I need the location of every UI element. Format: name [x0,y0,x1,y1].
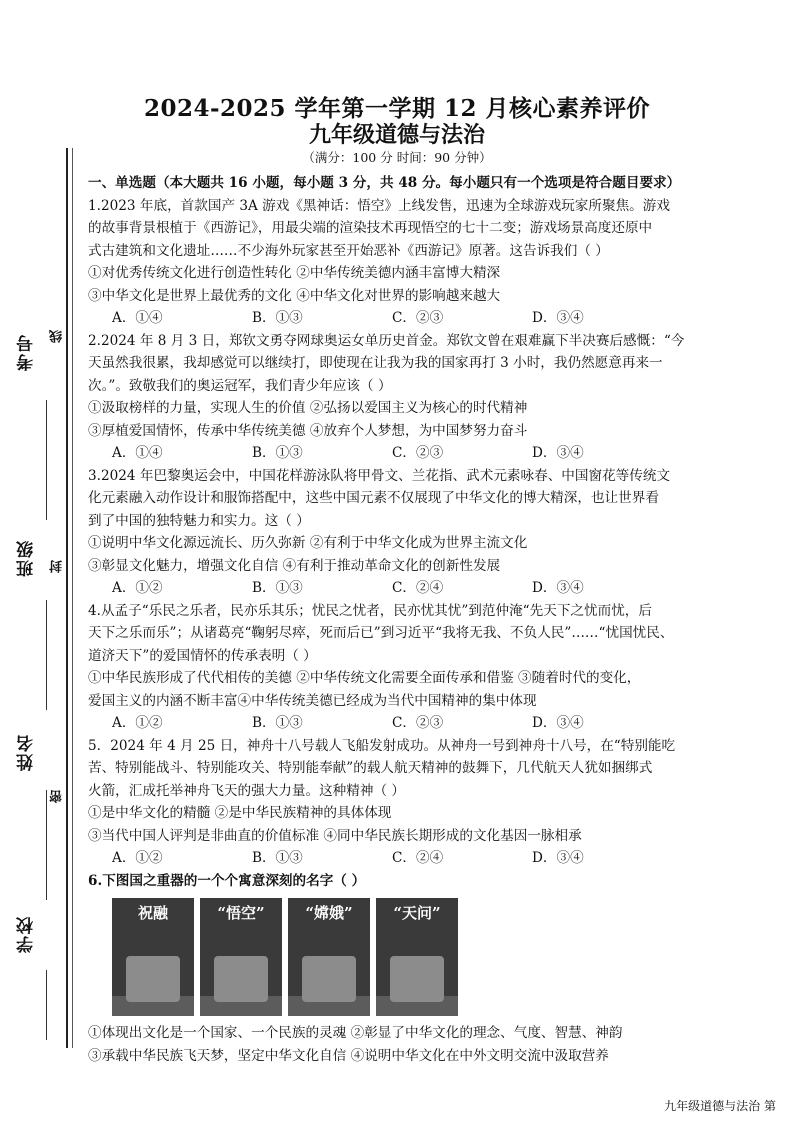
q4-option-c[interactable]: C．②③ [392,715,444,731]
probe-shape [390,956,444,1002]
q4-option-d[interactable]: D．③④ [532,715,584,731]
q1-options [88,307,728,330]
q1-statements-1: ①对优秀传统文化进行创造性转化 ②中华传统美德内涵丰富博大精深 [88,265,501,281]
q2-option-d[interactable]: D．③④ [532,445,584,461]
q2-statements-2: ③厚植爱国情怀，传承中华传统美德 ④放弃个人梦想，为中国梦努力奋斗 [88,422,528,439]
name-blank [46,790,47,900]
seal-text-line: 线 [50,330,65,343]
q4-option-a[interactable]: A．①② [112,715,163,731]
q4-statements-1: ①中华民族形成了代代相传的美德 ②中华传统文化需要全面传承和借鉴 ③随着时代的变化， [88,670,641,686]
q2-option-b[interactable]: B．①③ [252,445,303,461]
q4-line3: 道济天下”的爱国情怀的传承表明（ ） [88,647,317,664]
side-label-class: 班级 [17,539,37,577]
image-wukong [200,898,282,1016]
q2-statements-1: ①汲取榜样的力量，实现人生的价值 ②弘扬以爱国主义为核心的时代精神 [88,400,528,416]
binding-line-inner [72,148,73,1048]
image-wukong-label: “悟空” [217,904,265,922]
q3-line1: 3.2024 年巴黎奥运会中，中国花样游泳队将甲骨文、兰花指、武术元素咏春、中国窗花等传统文 [88,467,671,484]
q2-options [88,442,728,465]
binding-line [66,148,68,1048]
q3-statements-2: ③彰显文化魅力，增强文化自信 ④有利于推动革命文化的创新性发展 [88,557,501,574]
q4-line1: 4.从孟子“乐民之乐者，民亦乐其乐；忧民之忧者，民亦忧其忧”到范仲淹“先天下之忧而忧，后 [88,602,652,619]
question-area [88,172,728,1067]
q2-line1: 2.2024 年 8 月 3 日，郑钦文勇夺网球奥运女单历史首金。郑钦文曾在艰难赢下半决赛后感慨：“今 [88,332,685,349]
q6-statements-2: ③承载中华民族飞天梦，坚定中华文化自信 ④说明中华文化在中外文明交流中汲取营养 [88,1047,609,1064]
section-heading: 一、单选题（本大题共 16 小题，每小题 3 分，共 48 分。每小题只有一个选项是符合题目要求） [88,175,681,191]
q4-option-b[interactable]: B．①③ [252,715,303,731]
satellite-shape [214,956,268,1002]
q6-image-row [112,898,728,1016]
image-tianwen [376,898,458,1016]
seal-text-feng: 封 [50,560,65,573]
image-change-label: “嫦娥” [305,904,353,922]
q3-statements-1: ①说明中华文化源远流长、历久弥新 ②有利于中华文化成为世界主流文化 [88,535,528,551]
q1-option-c[interactable]: C．②③ [392,310,444,326]
image-change [288,898,370,1016]
q1-line2: 的故事背景根植于《西游记》，用最尖端的渲染技术再现悟空的七十二变；游戏场景高度还原中 [88,220,653,236]
q3-option-d[interactable]: D．③④ [532,580,584,596]
q5-line1: 5．2024 年 4 月 25 日，神舟十八号载人飞船发射成功。从神舟一号到神舟十八号，在“特别能吃 [88,737,676,754]
q5-option-b[interactable]: B．①③ [252,850,303,866]
q2-line3: 次。”。致敬我们的奥运冠军，我们青少年应该（ ） [88,377,392,394]
exam-subject: 九年级道德与法治 [308,122,485,148]
q2-option-a[interactable]: A．①④ [112,445,163,461]
seal-text-mi: 密 [50,790,65,803]
q1-line3: 式古建筑和文化遗址……不少海外玩家甚至开始恶补《西游记》原著。这告诉我们（ ） [88,242,609,259]
lander-shape [302,956,356,1002]
school-blank [46,970,47,1040]
class-blank [46,600,47,710]
q5-statements-1: ①是中华文化的精髓 ②是中华民族精神的具体体现 [88,805,392,821]
q1-statements-2: ③中华文化是世界上最优秀的文化 ④中华文化对世界的影响越来越大 [88,287,501,304]
q3-option-a[interactable]: A．①② [112,580,163,596]
page-footer: 九年级道德与法治 第 [664,1099,776,1113]
side-label-school: 学校 [17,915,37,953]
exam-no-blank [46,400,47,520]
q5-statements-2: ③当代中国人评判是非曲直的价值标准 ④同中华民族长期形成的文化基因一脉相承 [88,827,582,844]
q6-line1: 6.下图国之重器的一个个寓意深刻的名字（ ） [88,872,366,889]
q3-line2: 化元素融入动作设计和服饰搭配中，这些中国元素不仅展现了中华文化的博大精深，也让世界看 [88,490,659,506]
score-time: （满分：100 分 时间：90 分钟） [302,150,492,165]
q3-line3: 到了中国的独特魅力和实力。这（ ） [88,512,310,529]
image-tianwen-label: “天问” [393,904,441,922]
q3-option-c[interactable]: C．②④ [392,580,444,596]
q2-line2: 天虽然我很累，我却感觉可以继续打，即使现在让我为我的国家再打 3 小时，我仍然愿意再来一 [88,355,663,371]
q3-option-b[interactable]: B．①③ [252,580,303,596]
q4-line2: 天下之乐而乐”；从诸葛亮“鞠躬尽瘁，死而后已”到习近平“我将无我、不负人民”……“忧国忧民、 [88,625,674,641]
q4-statements-2: 爱国主义的内涵不断丰富④中华传统美德已经成为当代中国精神的集中体现 [88,692,537,709]
q5-options [88,847,728,870]
q6-statements-1: ①体现出文化是一个国家、一个民族的灵魂 ②彰显了中华文化的理念、气度、智慧、神韵 [88,1025,623,1041]
image-zhurong [112,898,194,1016]
q2-option-c[interactable]: C．②③ [392,445,444,461]
q5-line2: 苦、特别能战斗、特别能攻关、特别能奉献”的载人航天精神的鼓舞下，几代航天人犹如捆绑式 [88,760,653,776]
rover-shape [126,956,180,1002]
side-label-name: 姓名 [17,733,37,771]
q5-option-a[interactable]: A．①② [112,850,163,866]
q1-option-a[interactable]: A．①④ [112,310,163,326]
q5-line3: 火箭，汇成托举神舟飞天的强大力量。这种精神（ ） [88,782,405,799]
q1-option-b[interactable]: B．①③ [252,310,303,326]
image-zhurong-label: 祝融 [137,904,168,922]
q1-option-d[interactable]: D．③④ [532,310,584,326]
q3-options [88,577,728,600]
exam-title: 2024-2025 学年第一学期 12 月核心素养评价 [143,95,651,122]
q5-option-c[interactable]: C．②④ [392,850,444,866]
side-label-exam-no: 考号 [17,333,37,371]
q1-line1: 1.2023 年底，首款国产 3A 游戏《黑神话：悟空》上线发售，迅速为全球游戏玩家所聚焦。游戏 [88,197,670,214]
q5-option-d[interactable]: D．③④ [532,850,584,866]
q4-options [88,712,728,735]
